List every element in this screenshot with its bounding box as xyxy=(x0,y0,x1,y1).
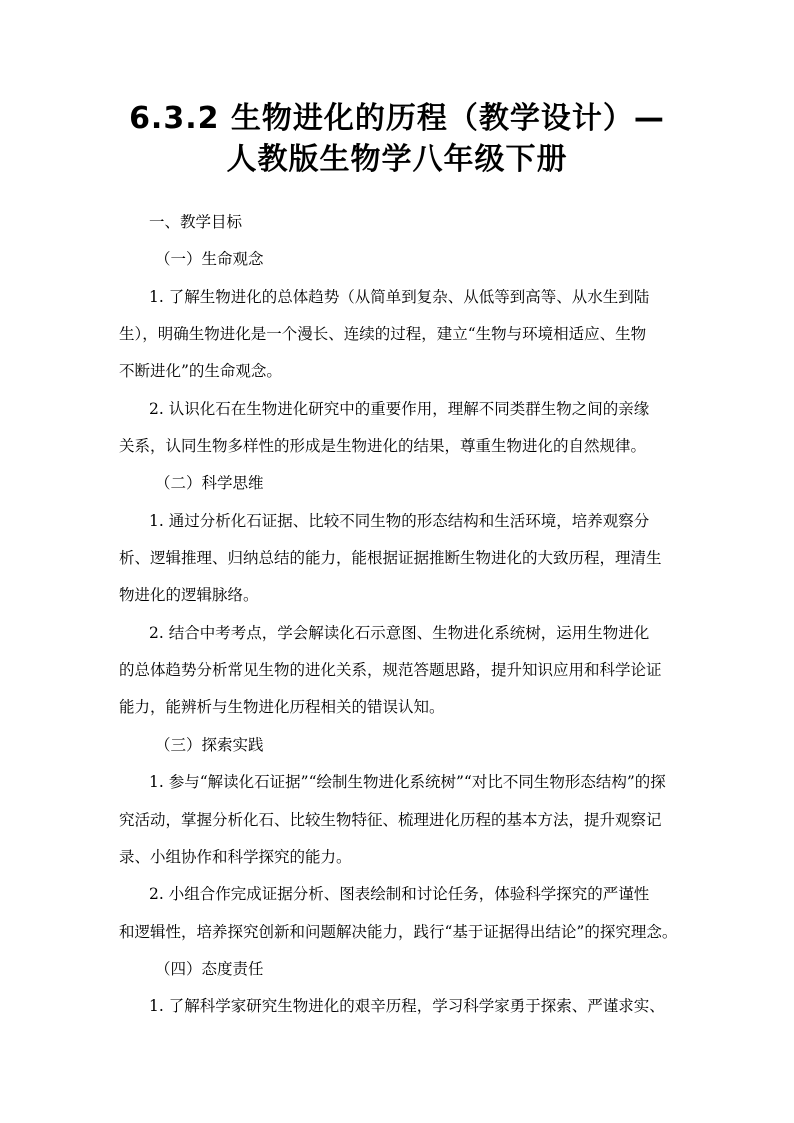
paragraph-line: 2. 结合中考考点，学会解读化石示意图、生物进化系统树，运用生物进化 xyxy=(149,624,650,642)
paragraph-line: 1. 通过分析化石证据、比较不同生物的形态结构和生活环境，培养观察分 xyxy=(149,512,650,530)
paragraph-line: 生），明确生物进化是一个漫长、连续的过程，建立“生物与环境相适应、生物 xyxy=(119,325,647,343)
paragraph-line: 1. 参与“解读化石证据”“绘制生物进化系统树”“对比不同生物形态结构”的探 xyxy=(149,773,666,791)
paragraph-line: 物进化的逻辑脉络。 xyxy=(119,586,259,604)
paragraph-line: 能力，能辨析与生物进化历程相关的错误认知。 xyxy=(119,698,445,716)
subsection-heading-attitude-responsibility: （四）态度责任 xyxy=(155,960,264,978)
subsection-heading-exploration-practice: （三）探索实践 xyxy=(155,736,264,754)
paragraph-line: 录、小组协作和科学探究的能力。 xyxy=(119,848,352,866)
document-title-line-2: 人教版生物学八年级下册 xyxy=(226,142,568,177)
paragraph-line: 1. 了解生物进化的总体趋势（从简单到复杂、从低等到高等、从水生到陆 xyxy=(149,288,650,306)
paragraph-line: 2. 认识化石在生物进化研究中的重要作用，理解不同类群生物之间的亲缘 xyxy=(149,400,650,418)
paragraph-line: 析、逻辑推理、归纳总结的能力，能根据证据推断生物进化的大致历程，理清生 xyxy=(119,549,662,567)
paragraph-line: 1. 了解科学家研究生物进化的艰辛历程，学习科学家勇于探索、严谨求实、 xyxy=(149,997,665,1015)
document-title-line-1: 6.3.2 生物进化的历程（教学设计）— xyxy=(129,101,665,136)
paragraph-line: 2. 小组合作完成证据分析、图表绘制和讨论任务，体验科学探究的严谨性 xyxy=(149,885,650,903)
paragraph-line: 和逻辑性，培养探究创新和问题解决能力，践行“基于证据得出结论”的探究理念。 xyxy=(119,923,678,941)
paragraph-line: 关系，认同生物多样性的形成是生物进化的结果，尊重生物进化的自然规律。 xyxy=(119,437,647,455)
subsection-heading-life-concept: （一）生命观念 xyxy=(155,250,264,268)
paragraph-line: 的总体趋势分析常见生物的进化关系，规范答题思路，提升知识应用和科学论证 xyxy=(119,661,662,679)
paragraph-line: 究活动，掌握分析化石、比较生物特征、梳理进化历程的基本方法，提升观察记 xyxy=(119,811,662,829)
subsection-heading-scientific-thinking: （二）科学思维 xyxy=(155,474,264,492)
paragraph-line: 不断进化”的生命观念。 xyxy=(119,362,282,380)
section-heading: 一、教学目标 xyxy=(149,213,243,231)
